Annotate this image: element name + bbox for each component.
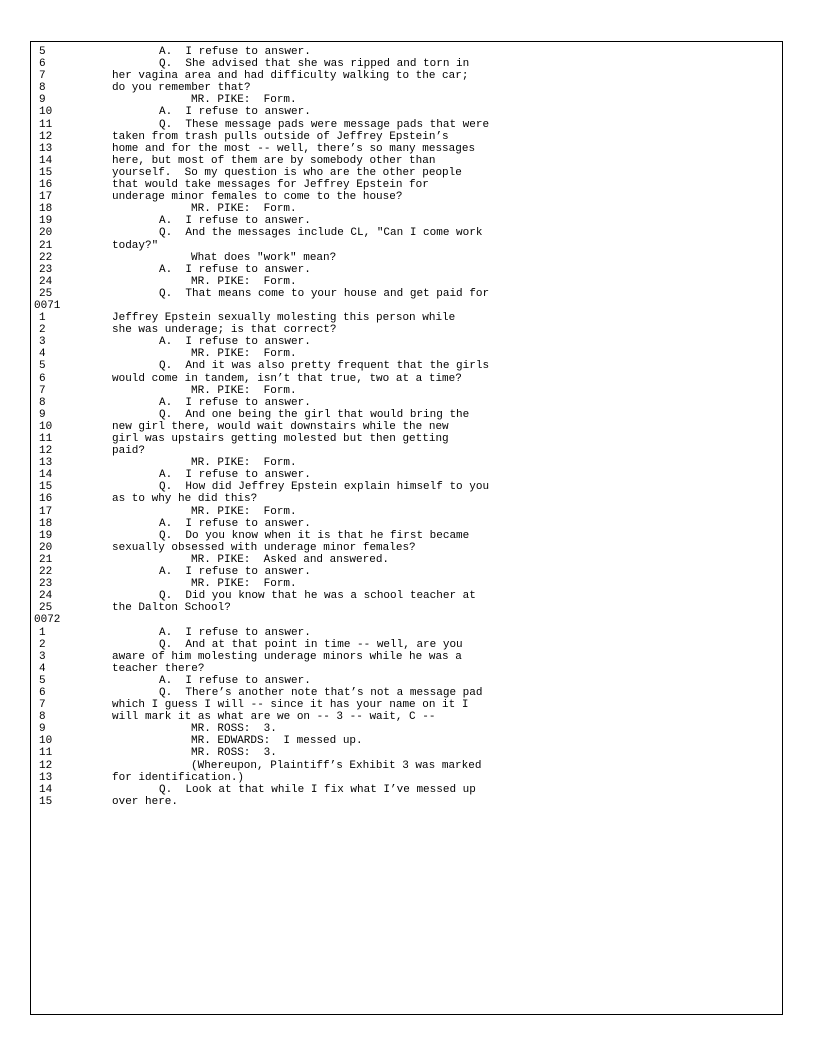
line-text: Q. And one being the girl that would bring the — [159, 408, 470, 421]
transcript-line — [31, 457, 782, 469]
line-text: that would take messages for Jeffrey Epstein for — [112, 179, 429, 192]
line-text: would come in tandem, isn’t that true, two at a time? — [112, 372, 462, 385]
transcript-line — [31, 481, 782, 493]
line-text: aware of him molesting underage minors while he was a — [112, 650, 462, 663]
transcript-line — [31, 360, 782, 372]
line-text: A. I refuse to answer. — [159, 106, 311, 119]
transcript-line — [31, 385, 782, 397]
line-text: MR. PIKE: Asked and answered. — [191, 553, 390, 566]
transcript-line — [31, 433, 782, 445]
line-text: MR. EDWARDS: I messed up. — [191, 735, 363, 748]
line-text: Q. Did you know that he was a school teacher at — [159, 590, 476, 603]
line-number: 20 — [39, 541, 53, 554]
line-number: 13 — [39, 142, 53, 155]
line-text: MR. PIKE: Form. — [191, 384, 297, 397]
transcript-line — [31, 554, 782, 566]
transcript-line — [31, 58, 782, 70]
line-number: 23 — [39, 263, 53, 276]
line-number: 21 — [39, 239, 53, 252]
line-number: 9 — [39, 408, 46, 421]
line-text: Q. There’s another note that’s not a message pad — [159, 686, 483, 699]
transcript-line — [31, 711, 782, 723]
line-text: underage minor females to come to the house? — [112, 191, 403, 204]
line-number: 6 — [39, 372, 46, 385]
line-text: do you remember that? — [112, 82, 251, 95]
transcript-line — [31, 590, 782, 602]
line-number: 24 — [39, 590, 53, 603]
transcript-line — [31, 772, 782, 784]
transcript-line — [31, 493, 782, 505]
line-number: 25 — [39, 287, 53, 300]
transcript-line — [31, 143, 782, 155]
transcript-line — [31, 119, 782, 131]
line-text: sexually obsessed with underage minor females? — [112, 541, 416, 554]
line-text: Q. And the messages include CL, "Can I come work — [159, 227, 483, 240]
transcript-line — [31, 566, 782, 578]
transcript-line — [31, 179, 782, 191]
line-number: 5 — [39, 46, 46, 58]
line-text: A. I refuse to answer. — [159, 566, 311, 579]
page-number: 0071 — [34, 299, 61, 312]
transcript-line — [31, 760, 782, 772]
transcript-line — [31, 602, 782, 614]
line-text: MR. ROSS: 3. — [191, 747, 277, 760]
transcript-line — [31, 578, 782, 590]
line-text: today?" — [112, 239, 159, 252]
transcript-line — [31, 348, 782, 360]
transcript-line — [31, 663, 782, 675]
line-text: Q. And it was also pretty frequent that the girls — [159, 360, 490, 373]
line-text: A. I refuse to answer. — [159, 215, 311, 228]
transcript-line — [31, 784, 782, 796]
transcript-line — [31, 336, 782, 348]
transcript-line — [31, 94, 782, 106]
line-text: paid? — [112, 445, 146, 458]
line-number: 24 — [39, 275, 53, 288]
transcript-line — [31, 542, 782, 554]
transcript-line — [31, 106, 782, 118]
line-text: MR. PIKE: Form. — [191, 457, 297, 470]
line-number: 14 — [39, 783, 53, 796]
line-number: 15 — [39, 481, 53, 494]
transcript-lines — [31, 46, 782, 808]
transcript-line — [31, 276, 782, 288]
transcript-line — [31, 687, 782, 699]
line-number: 13 — [39, 771, 53, 784]
line-text: Q. These message pads were message pads that were — [159, 118, 490, 131]
transcript-line — [31, 82, 782, 94]
transcript-line — [31, 288, 782, 300]
transcript-line — [31, 699, 782, 711]
transcript-line — [31, 312, 782, 324]
transcript-line — [31, 167, 782, 179]
line-number: 9 — [39, 723, 46, 736]
transcript-page — [30, 41, 783, 1015]
line-text: MR. ROSS: 3. — [191, 723, 277, 736]
line-text: Q. Do you know when it is that he first became — [159, 529, 470, 542]
line-text: (Whereupon, Plaintiff’s Exhibit 3 was marked — [191, 759, 482, 772]
line-number: 6 — [39, 58, 46, 71]
line-number: 23 — [39, 578, 53, 591]
line-number: 5 — [39, 360, 46, 373]
line-number: 14 — [39, 154, 53, 167]
line-text: A. I refuse to answer. — [159, 46, 311, 58]
line-text: A. I refuse to answer. — [159, 674, 311, 687]
line-number: 1 — [39, 626, 46, 639]
line-text: A. I refuse to answer. — [159, 336, 311, 349]
line-number: 3 — [39, 650, 46, 663]
line-number: 7 — [39, 70, 46, 83]
line-number: 11 — [39, 118, 53, 131]
transcript-line — [31, 421, 782, 433]
line-text: A. I refuse to answer. — [159, 626, 311, 639]
line-number: 15 — [39, 166, 53, 179]
line-text: A. I refuse to answer. — [159, 469, 311, 482]
page-number: 0072 — [34, 614, 61, 627]
line-text: A. I refuse to answer. — [159, 396, 311, 409]
line-text: What does "work" mean? — [191, 251, 337, 264]
line-text: Q. That means come to your house and get paid for — [159, 287, 490, 300]
line-text: home and for the most -- well, there’s so many messages — [112, 142, 476, 155]
line-number: 5 — [39, 674, 46, 687]
line-number: 16 — [39, 493, 53, 506]
line-number: 19 — [39, 215, 53, 228]
line-text: Q. And at that point in time -- well, are you — [159, 638, 463, 651]
line-number: 12 — [39, 130, 53, 143]
page-number-marker — [31, 300, 782, 312]
line-number: 7 — [39, 699, 46, 712]
line-number: 25 — [39, 602, 53, 615]
line-text: which I guess I will -- since it has your name on it I — [112, 699, 469, 712]
line-text: as to why he did this? — [112, 493, 258, 506]
line-number: 14 — [39, 469, 53, 482]
line-number: 13 — [39, 457, 53, 470]
line-number: 18 — [39, 517, 53, 530]
line-number: 22 — [39, 566, 53, 579]
transcript-line — [31, 215, 782, 227]
line-text: new girl there, would wait downstairs while the new — [112, 420, 449, 433]
line-text: Q. Look at that while I fix what I’ve messed up — [159, 783, 476, 796]
transcript-line — [31, 518, 782, 530]
line-text: Q. She advised that she was ripped and torn in — [159, 58, 470, 71]
line-number: 4 — [39, 662, 46, 675]
line-number: 16 — [39, 179, 53, 192]
line-text: teacher there? — [112, 662, 205, 675]
transcript-line — [31, 445, 782, 457]
transcript-line — [31, 70, 782, 82]
transcript-line — [31, 191, 782, 203]
line-number: 15 — [39, 795, 53, 808]
line-number: 8 — [39, 711, 46, 724]
transcript-line — [31, 469, 782, 481]
transcript-line — [31, 796, 782, 808]
transcript-line — [31, 651, 782, 663]
transcript-line — [31, 131, 782, 143]
transcript-line — [31, 530, 782, 542]
transcript-line — [31, 735, 782, 747]
line-text: MR. PIKE: Form. — [191, 348, 297, 361]
line-text: MR. PIKE: Form. — [191, 275, 297, 288]
line-number: 7 — [39, 384, 46, 397]
line-number: 8 — [39, 82, 46, 95]
transcript-line — [31, 627, 782, 639]
line-text: the Dalton School? — [112, 602, 231, 615]
line-number: 20 — [39, 227, 53, 240]
transcript-line — [31, 252, 782, 264]
line-number: 18 — [39, 203, 53, 216]
transcript-line — [31, 373, 782, 385]
line-number: 4 — [39, 348, 46, 361]
transcript-line — [31, 46, 782, 58]
line-number: 2 — [39, 638, 46, 651]
line-text: here, but most of them are by somebody other than — [112, 154, 436, 167]
line-text: for identification.) — [112, 771, 245, 784]
line-text: taken from trash pulls outside of Jeffrey Epstein’s — [112, 130, 449, 143]
line-number: 19 — [39, 529, 53, 542]
line-number: 11 — [39, 747, 53, 760]
line-number: 22 — [39, 251, 53, 264]
line-text: Jeffrey Epstein sexually molesting this person while — [112, 312, 456, 325]
line-text: will mark it as what are we on -- 3 -- wait, C -- — [112, 711, 436, 724]
transcript-line — [31, 639, 782, 651]
transcript-line — [31, 264, 782, 276]
line-number: 1 — [39, 312, 46, 325]
transcript-line — [31, 240, 782, 252]
transcript-line — [31, 324, 782, 336]
line-text: A. I refuse to answer. — [159, 263, 311, 276]
line-number: 10 — [39, 106, 53, 119]
transcript-line — [31, 227, 782, 239]
line-number: 9 — [39, 94, 46, 107]
transcript-line — [31, 203, 782, 215]
line-text: Q. How did Jeffrey Epstein explain himself to you — [159, 481, 490, 494]
line-text: girl was upstairs getting molested but then getting — [112, 433, 449, 445]
line-number: 12 — [39, 759, 53, 772]
transcript-line — [31, 506, 782, 518]
line-text: yourself. So my question is who are the other people — [112, 166, 462, 179]
line-text: A. I refuse to answer. — [159, 517, 311, 530]
line-text: MR. PIKE: Form. — [191, 578, 297, 591]
line-number: 10 — [39, 735, 53, 748]
line-number: 11 — [39, 433, 53, 445]
line-text: she was underage; is that correct? — [112, 324, 337, 337]
line-number: 17 — [39, 505, 53, 518]
line-number: 6 — [39, 686, 46, 699]
line-number: 2 — [39, 324, 46, 337]
line-number: 12 — [39, 445, 53, 458]
transcript-line — [31, 723, 782, 735]
line-number: 17 — [39, 191, 53, 204]
transcript-line — [31, 747, 782, 759]
line-text: over here. — [112, 795, 179, 808]
transcript-line — [31, 675, 782, 687]
page-number-marker — [31, 614, 782, 626]
transcript-line — [31, 397, 782, 409]
line-number: 10 — [39, 420, 53, 433]
line-text: MR. PIKE: Form. — [191, 203, 297, 216]
transcript-line — [31, 155, 782, 167]
line-number: 3 — [39, 336, 46, 349]
line-text: her vagina area and had difficulty walking to the car; — [112, 70, 469, 83]
line-text: MR. PIKE: Form. — [191, 94, 297, 107]
line-number: 8 — [39, 396, 46, 409]
line-number: 21 — [39, 553, 53, 566]
line-text: MR. PIKE: Form. — [191, 505, 297, 518]
transcript-line — [31, 409, 782, 421]
